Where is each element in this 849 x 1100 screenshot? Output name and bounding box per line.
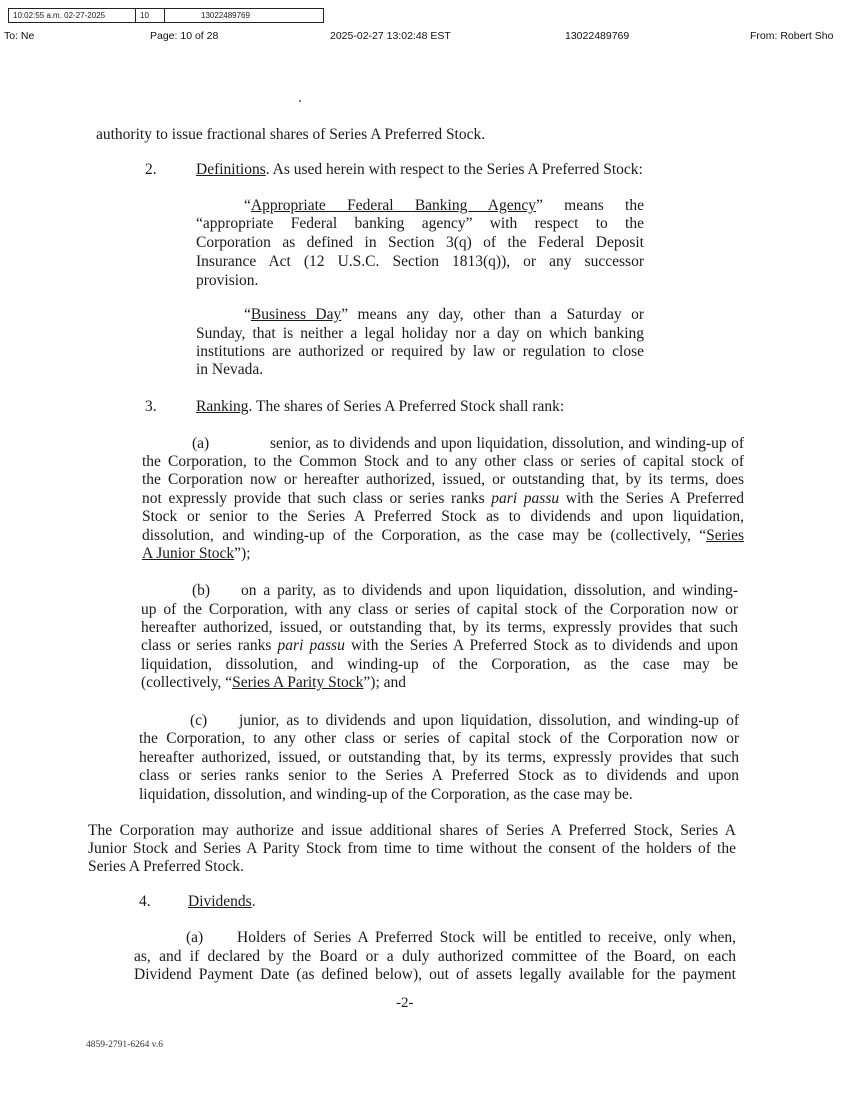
clause-b-line-1: on a parity, as to dividends and upon liquidation, dissolution, and winding- [241,582,738,599]
clause-b-line-2: up of the Corporation, with any class or series of capital stock of the Corporation now or [141,601,738,618]
fax-header-datetime: 2025-02-27 13:02:48 EST [330,30,451,42]
clause-a-line-1: senior, as to dividends and upon liquidation, dissolution, and winding-up of [270,435,744,452]
afba-line-5: provision. [196,272,259,289]
clause-a-line-4: not expressly provide that such class or series ranks pari passu with the Series A Preferred [142,490,744,507]
dividends-a-line-1: Holders of Series A Preferred Stock will be entitled to receive, only when, [237,929,736,946]
clause-b-line-3: hereafter authorized, issued, or outstanding that, by its terms, expressly provides that such [141,619,738,636]
afba-term: Appropriate Federal Banking Agency [250,197,536,214]
fax-header-number: 13022489769 [565,30,630,42]
section-4-title: Dividends [188,893,252,910]
section-3-text: . The shares of Series A Preferred Stock shall rank: [248,398,565,415]
document-id: 4859-2791-6264 v.6 [86,1040,163,1050]
fax-header-to: To: Ne [4,30,35,42]
clause-c-line-2: the Corporation, to any other class or series of capital stock of the Corporation now or [139,730,739,747]
scan-speck [299,100,301,102]
afba-line-1: “Appropriate Federal Banking Agency” means the [244,197,644,214]
clause-a-line-2: the Corporation, to the Common Stock and to any other class or series of capital stock of [142,453,744,470]
clause-a-line-5: Stock or senior to the Series A Preferred Stock as to dividends and upon liquidation, [142,508,744,525]
section-2-title: Definitions [196,161,266,178]
section-2-text: . As used herein with respect to the Series A Preferred Stock: [265,161,643,178]
corp-line-2: Junior Stock and Series A Parity Stock from time to time without the consent of the holders of the [88,840,736,857]
clause-a-line-3: the Corporation now or hereafter authorized, issued, or outstanding that, by its terms, does [142,471,744,488]
bd-line-2: Sunday, that is neither a legal holiday nor a day on which banking [196,325,644,342]
fax-stamp-number: 13022489769 [201,11,250,20]
fax-header-from: From: Robert Sho [750,30,834,42]
page-number: -2- [396,995,414,1011]
clause-c-line-5: liquidation, dissolution, and winding-up of the Corporation, as the case may be. [139,786,633,803]
section-3-heading [196,398,564,415]
afba-line-2: “appropriate Federal banking agency” with respect to the [196,215,644,232]
section-3-title: Ranking [196,398,249,415]
dividends-a-line-3: Dividend Payment Date (as defined below), out of assets legally available for the payment [134,966,736,983]
clause-a-line-6: dissolution, and winding-up of the Corporation, as the case may be (collectively, “Series [142,527,744,544]
dividends-a-label: (a) [186,929,204,946]
afba-line-3: Corporation as defined in Section 3(q) of the Federal Deposit [196,234,644,251]
fax-stamp-page: 10 [136,9,165,22]
corp-line-3: Series A Preferred Stock. [88,858,244,875]
bd-line-4: in Nevada. [196,361,264,378]
clause-a-line-7: A Junior Stock”); [142,545,251,562]
clause-c-label: (c) [190,712,208,729]
fax-header-page: Page: 10 of 28 [150,30,219,42]
clause-b-label: (b) [192,582,211,599]
bd-line-1: “Business Day” means any day, other than a Saturday or [244,306,644,323]
section-2-number: 2. [145,161,157,178]
clause-b-line-4: class or series ranks pari passu with the Series A Preferred Stock as to dividends and upon [141,637,738,654]
corp-line-1: The Corporation may authorize and issue additional shares of Series A Preferred Stock, Series A [88,822,736,839]
clause-b-line-6: (collectively, “Series A Parity Stock”); and [141,674,407,691]
section-3-number: 3. [145,398,157,415]
section-4-heading: Dividends. [188,893,256,910]
afba-line-4: Insurance Act (12 U.S.C. Section 1813(q)), or any successor [196,253,644,270]
clause-b-line-5: liquidation, dissolution, and winding-up of the Corporation, as the case may be [141,656,738,673]
intro-line: authority to issue fractional shares of Series A Preferred Stock. [96,126,486,143]
clause-c-line-3: hereafter authorized, issued, or outstanding that, by its terms, expressly provides that such [139,749,739,766]
bd-term: Business Day [250,306,342,323]
section-2-heading [196,161,643,178]
clause-c-line-4: class or series ranks senior to the Series A Preferred Stock as to dividends and upon [139,767,739,784]
clause-a-label: (a) [192,435,210,452]
fax-stamp-time: 10:02:55 a.m. 02-27-2025 [9,9,136,22]
dividends-a-line-2: as, and if declared by the Board or a duly authorized committee of the Board, on each [134,948,736,965]
clause-c-line-1: junior, as to dividends and upon liquidation, dissolution, and winding-up of [239,712,739,729]
section-4-number: 4. [139,893,151,910]
bd-line-3: institutions are authorized or required by law or regulation to close [196,343,644,360]
fax-stamp-box [8,8,324,23]
